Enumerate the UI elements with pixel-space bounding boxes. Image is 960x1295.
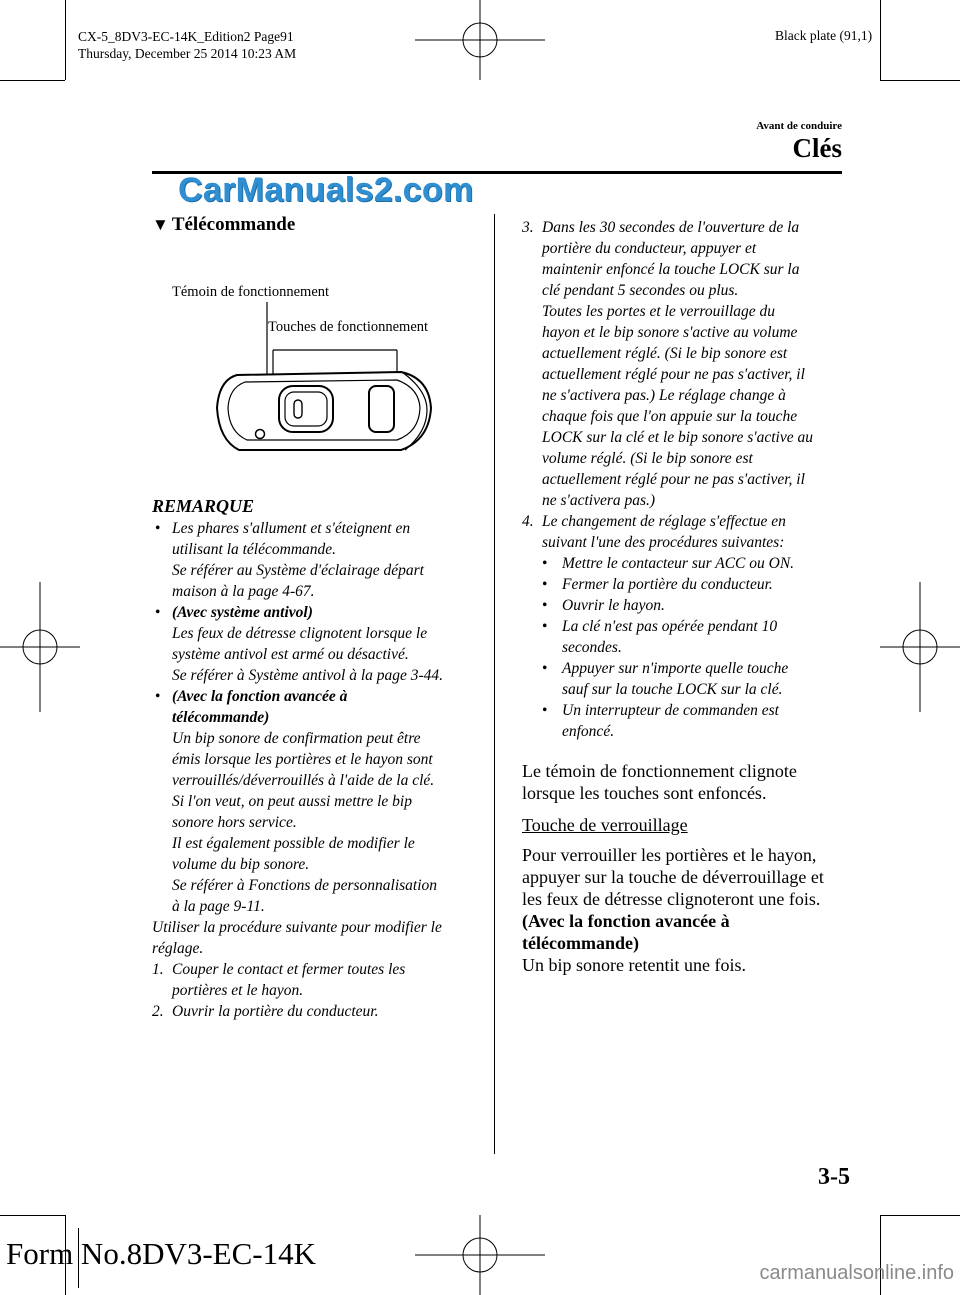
remote-key-illustration (205, 300, 440, 460)
sub-item-text: sauf sur la touche LOCK sur la clé. (562, 681, 783, 698)
remark-text: Se référer à Fonctions de personnalisation (172, 877, 438, 894)
step-number: 1. (152, 961, 164, 978)
lock-button-subheading: Touche de verrouillage (522, 815, 688, 835)
bullet-icon: • (542, 618, 548, 635)
sub-item (522, 595, 852, 616)
footer-form-number: Form No.8DV3-EC-14K (6, 1236, 316, 1271)
step-text: hayon et le bip sonore s'active au volume (542, 324, 798, 341)
procedure-step-2 (152, 1001, 482, 1022)
sub-item-text: La clé n'est pas opérée pendant 10 (562, 618, 778, 635)
body-text: Un bip sonore retentit une fois. (522, 955, 746, 975)
step-number: 3. (522, 219, 534, 236)
body-text: Pour verrouiller les portières et le hayon, (522, 845, 817, 865)
remark-title: REMARQUE (152, 496, 255, 516)
sub-item-text: enfoncé. (562, 723, 615, 740)
body-text: appuyer sur la touche de déverrouillage et (522, 867, 824, 887)
procedure-step-3 (522, 217, 852, 511)
remark-text: Il est également possible de modifier le (172, 835, 415, 852)
remark-text: Les phares s'allument et s'éteignent en (172, 520, 411, 537)
sub-item-text: secondes. (562, 639, 622, 656)
sub-item (522, 574, 852, 595)
lock-paragraph (522, 844, 852, 976)
step-text: actuellement réglé. (Si le bip sonore est (542, 345, 788, 362)
print-header (78, 28, 296, 62)
figure-label-buttons: Touches de fonctionnement (268, 319, 429, 335)
sub-item (522, 658, 852, 700)
sub-item (522, 616, 852, 658)
step-text: LOCK sur la clé et le bip sonore s'active au (542, 429, 813, 446)
step-text: actuellement réglé pour ne pas s'activer, il (542, 366, 805, 383)
sub-item-text: Appuyer sur n'importe quelle touche (562, 660, 789, 677)
sub-item-text: Un interrupteur de commanden est (562, 702, 779, 719)
sub-item-text: Mettre le contacteur sur ACC ou ON. (562, 555, 795, 572)
step-text: maintenir enfoncé la touche LOCK sur la (542, 261, 800, 278)
remark-text: utilisant la télécommande. (172, 541, 337, 558)
step-number: 4. (522, 513, 534, 530)
step-text: Couper le contact et fermer toutes les (172, 961, 406, 978)
remark-text: Se référer à Système antivol à la page 3-44. (172, 667, 444, 684)
step-text: chaque fois que l'on appuie sur la touche (542, 408, 798, 425)
page-number: 3-5 (818, 1164, 850, 1190)
remark-bullet-headlights (152, 518, 482, 602)
body-text: les feux de détresse clignoteront une fois. (522, 889, 821, 909)
sub-item-text: Fermer la portière du conducteur. (562, 576, 773, 593)
footer-site-watermark: carmanualsonline.info (759, 1262, 954, 1284)
step-text: Le changement de réglage s'effectue en (542, 513, 786, 530)
remark-text: émis lorsque les portières et le hayon sont (172, 751, 433, 768)
step-text: ne s'activera pas.) (542, 492, 656, 509)
body-text: lorsque les touches sont enfoncés. (522, 783, 767, 803)
bullet-icon: • (542, 576, 548, 593)
remark-subtitle: télécommande) (172, 709, 270, 726)
step-text: Dans les 30 secondes de l'ouverture de la (542, 219, 800, 236)
remark-text: Les feux de détresse clignotent lorsque le (172, 625, 428, 642)
step-text: Toutes les portes et le verrouillage du (542, 303, 776, 320)
figure-label-indicator: Témoin de fonctionnement (172, 284, 330, 300)
procedure-step-1 (152, 959, 482, 1001)
body-bold-text: (Avec la fonction avancée à (522, 911, 730, 931)
remark-bullet-advanced (152, 686, 482, 917)
procedure-intro: réglage. (152, 940, 204, 957)
bullet-icon: • (542, 597, 548, 614)
left-column (152, 518, 482, 1022)
remark-text: maison à la page 4-67. (172, 583, 315, 600)
remark-text: système antivol est armé ou désactivé. (172, 646, 409, 663)
column-divider (494, 214, 495, 1154)
section-heading-text: Télécommande (171, 214, 296, 235)
right-column (522, 217, 852, 976)
remark-text: Un bip sonore de confirmation peut être (172, 730, 421, 747)
body-text: Le témoin de fonctionnement clignote (522, 761, 797, 781)
registration-mark-top (415, 0, 545, 80)
triangle-marker-icon: ▼ (152, 215, 169, 234)
print-header-date: Thursday, December 25 2014 10:23 AM (78, 46, 297, 61)
step-text: actuellement réglé pour ne pas s'activer, il (542, 471, 805, 488)
sub-item-text: Ouvrir le hayon. (562, 597, 665, 614)
section-heading (152, 214, 295, 236)
remark-text: verrouillés/déverrouillés à l'aide de la clé. (172, 772, 435, 789)
indicator-paragraph (522, 760, 852, 804)
step-text: Ouvrir la portière du conducteur. (172, 1003, 379, 1020)
procedure-step-4 (522, 511, 852, 553)
step-text: portière du conducteur, appuyer et (542, 240, 757, 257)
step-number: 2. (152, 1003, 164, 1020)
step-text: volume réglé. (Si le bip sonore est (542, 450, 753, 467)
step-text: suivant l'une des procédures suivantes: (542, 534, 785, 551)
black-plate-label: Black plate (91,1) (775, 28, 873, 43)
bullet-icon: • (155, 604, 161, 621)
remark-bullet-antitheft (152, 602, 482, 686)
remark-text: Si l'on veut, on peut aussi mettre le bip (172, 793, 412, 810)
remark-text: à la page 9-11. (172, 898, 265, 915)
remark-subtitle: (Avec la fonction avancée à (172, 688, 348, 705)
remark-subtitle: (Avec système antivol) (172, 604, 313, 621)
step-text: portières et le hayon. (172, 982, 304, 999)
section-label: Avant de conduire (756, 120, 842, 132)
print-header-file: CX-5_8DV3-EC-14K_Edition2 Page91 (78, 29, 294, 44)
remark-text: sonore hors service. (172, 814, 297, 831)
remark-text: volume du bip sonore. (172, 856, 310, 873)
bullet-icon: • (542, 555, 548, 572)
registration-mark-bottom (415, 1215, 545, 1295)
sub-item (522, 553, 852, 574)
sub-item (522, 700, 852, 742)
bullet-icon: • (155, 520, 161, 537)
registration-mark-right (880, 582, 960, 712)
bullet-icon: • (155, 688, 161, 705)
section-title: Clés (792, 133, 842, 163)
step-text: ne s'activera pas.) Le réglage change à (542, 387, 786, 404)
watermark-logo: CarManuals2.com (178, 171, 474, 209)
bullet-icon: • (542, 702, 548, 719)
body-bold-text: télécommande) (522, 933, 639, 953)
remark-text: Se référer au Système d'éclairage départ (172, 562, 424, 579)
step-text: clé pendant 5 secondes ou plus. (542, 282, 739, 299)
registration-mark-left (0, 582, 80, 712)
bullet-icon: • (542, 660, 548, 677)
procedure-intro: Utiliser la procédure suivante pour modifier le (152, 919, 442, 936)
